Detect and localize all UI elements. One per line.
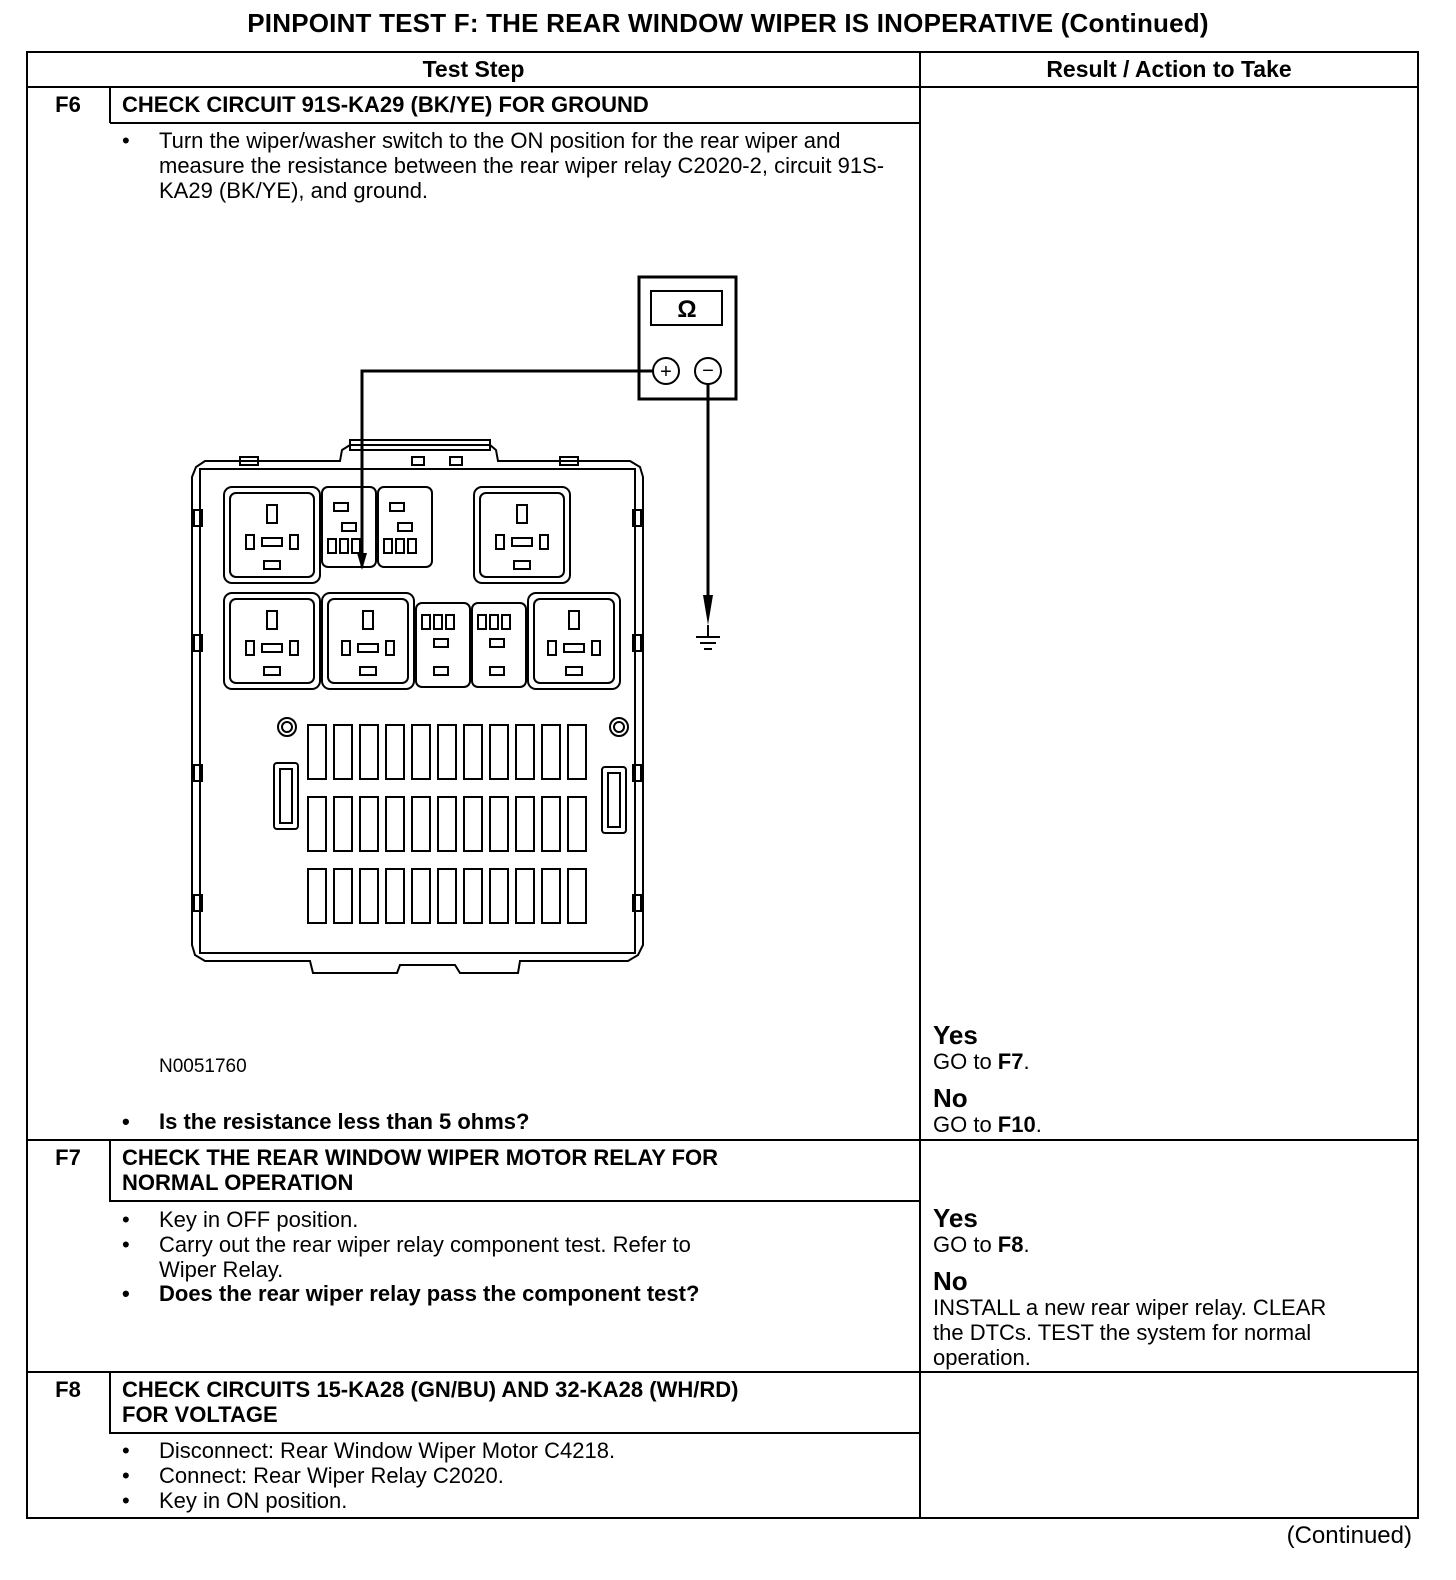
figure-id: N0051760 (159, 1056, 247, 1077)
column-header-test-step: Test Step (422, 56, 525, 82)
yes-action: GO to F7. (933, 1049, 1030, 1074)
instruction-f6 (122, 128, 899, 203)
meter-display: Ω (677, 296, 697, 323)
ground-icon (696, 625, 720, 649)
instruction-f7-1: • Key in OFF position. (122, 1207, 359, 1232)
no-label: No (933, 1083, 968, 1113)
relay-sockets (224, 487, 620, 689)
step-heading-f6: CHECK CIRCUIT 91S-KA29 (BK/YE) FOR GROUND (122, 92, 649, 117)
step-heading-f8: CHECK CIRCUITS 15-KA28 (GN/BU) AND 32-KA28 (WH/RD) FOR VOLTAGE (122, 1377, 739, 1427)
instruction-text: Turn the wiper/washer switch to the ON position for the rear wiper and measure the resistance between the rear wiper relay C2020-2, circuit 91S-KA29 (BK/YE), and ground. (159, 128, 885, 203)
bullet: • (122, 1109, 130, 1134)
column-header-result: Result / Action to Take (1046, 56, 1292, 82)
step-id-f8: F8 (55, 1377, 81, 1402)
instruction-f7-2: • Carry out the rear wiper relay component test. Refer to Wiper Relay. (122, 1232, 691, 1282)
negative-terminal: − (702, 360, 714, 382)
no-action-line2: the DTCs. TEST the system for normal (933, 1320, 1312, 1345)
fuse-box-housing (192, 440, 643, 973)
result-f7 (933, 1204, 1326, 1370)
page-title: PINPOINT TEST F: THE REAR WINDOW WIPER IS INOPERATIVE (Continued) (247, 8, 1209, 38)
result-f6 (933, 1021, 1042, 1137)
ohmmeter-icon (639, 277, 736, 399)
bullet: • (122, 128, 130, 153)
no-target-link[interactable]: F10 (997, 1112, 1036, 1137)
instruction-f8-3: • Key in ON position. (122, 1488, 348, 1513)
continued-note: (Continued) (1286, 1522, 1412, 1549)
fuse-box-diagram (150, 265, 770, 985)
yes-label: Yes (933, 1020, 978, 1050)
fuse-grid (308, 725, 586, 923)
step-id-f6: F6 (55, 92, 81, 117)
question-f7: • Does the rear wiper relay pass the component test? (122, 1281, 700, 1306)
instruction-f8-1: • Disconnect: Rear Window Wiper Motor C4218. (122, 1438, 616, 1463)
positive-terminal: + (660, 361, 672, 383)
no-action-line3: operation. (933, 1345, 1031, 1370)
yes-target-link[interactable]: F8 (997, 1232, 1024, 1257)
question-f6 (122, 1109, 530, 1134)
yes-target-link[interactable]: F7 (997, 1049, 1024, 1074)
yes-action: GO to F8. (933, 1232, 1030, 1257)
question-text: Is the resistance less than 5 ohms? (159, 1109, 530, 1134)
instruction-f8-2: • Connect: Rear Wiper Relay C2020. (122, 1463, 504, 1488)
no-action: GO to F10. (933, 1112, 1042, 1137)
step-heading-f7: CHECK THE REAR WINDOW WIPER MOTOR RELAY FOR NORMAL OPERATION (122, 1145, 719, 1195)
yes-label: Yes (933, 1203, 978, 1233)
no-label: No (933, 1266, 968, 1296)
no-action-line1: INSTALL a new rear wiper relay. CLEAR (933, 1295, 1327, 1320)
step-id-f7: F7 (55, 1145, 81, 1170)
